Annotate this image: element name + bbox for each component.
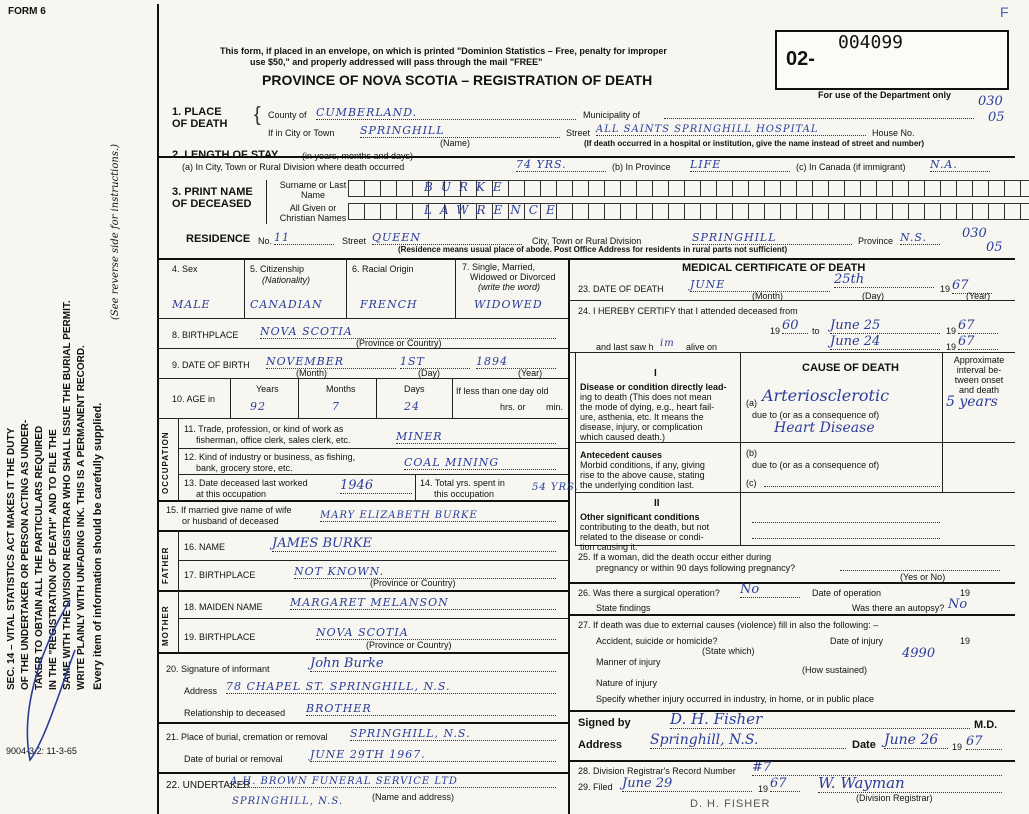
stay-b-value: LIFE xyxy=(690,158,790,172)
q14-answer: 54 YRS. xyxy=(532,482,579,493)
death-year-hint: (Year) xyxy=(966,291,991,301)
sidebar-line-8: (See reverse side for instructions.) xyxy=(110,143,121,320)
q16-label: 16. NAME xyxy=(184,542,226,552)
footer-code: 9004-3.2: 11-3-65 xyxy=(6,746,77,756)
autopsy-value: No xyxy=(948,597,968,612)
autopsy-label: Was there an autopsy? xyxy=(852,603,945,613)
dob-year-hint: (Year) xyxy=(518,368,543,378)
citizenship-label: 5. Citizenship xyxy=(250,264,305,274)
approx-3: tween onset xyxy=(954,375,1004,385)
corner-mark: F xyxy=(1000,4,1009,20)
state-which-hint: (State which) xyxy=(702,646,755,656)
years-label: Years xyxy=(256,384,279,394)
dept-code-2: 05 xyxy=(988,110,1005,125)
to-label: to xyxy=(812,326,820,336)
q29-label: 29. Filed xyxy=(578,782,613,792)
relation-label: Relationship to deceased xyxy=(184,708,286,718)
age-label: 10. AGE in xyxy=(172,394,216,404)
due-to-2: due to (or as a consequence of) xyxy=(752,460,880,470)
stay-c-value: N.A. xyxy=(930,158,990,172)
sidebar-line-2: OF THE UNDERTAKER OR PERSON ACTING AS UNDER- xyxy=(20,419,31,690)
approx-1: Approximate xyxy=(953,355,1005,365)
q14-line-2: this occupation xyxy=(434,489,495,499)
cause-a-2: Heart Disease xyxy=(774,420,875,436)
q15-line-2: or husband of deceased xyxy=(182,516,279,526)
center-divider xyxy=(568,258,570,814)
alive-on-label: alive on xyxy=(686,342,718,352)
q13-line-1: 13. Date deceased last worked xyxy=(184,478,308,488)
citizenship-value: CANADIAN xyxy=(250,298,323,311)
dob-day-hint: (Day) xyxy=(418,368,440,378)
dob-month-hint: (Month) xyxy=(296,368,328,378)
burial-place: SPRINGHILL, N.S. xyxy=(350,727,556,741)
to-year-prefix: 19 xyxy=(946,326,957,336)
burial-date: JUNE 29TH 1967. xyxy=(310,748,556,762)
sex-value: MALE xyxy=(172,298,211,311)
direct-line-5: disease, injury, or complication xyxy=(580,422,703,432)
municipality-value xyxy=(664,118,974,119)
months-value: 7 xyxy=(332,400,340,413)
place-label: PLACE OF DEATH xyxy=(172,106,228,130)
cert-address-label: Address xyxy=(578,739,623,751)
last-seen-mark: im xyxy=(660,338,675,349)
antecedent-4: the underlying condition last. xyxy=(580,480,695,490)
to-date: June 25 xyxy=(830,318,940,334)
direct-line-6: which caused death.) xyxy=(580,432,666,442)
days-label: Days xyxy=(404,384,425,394)
form-left-border xyxy=(157,4,159,814)
filed-year-prefix: 19 xyxy=(758,784,769,794)
sidebar-line-4: IN THE "REGISTRATION OF DEATH" AND TO FILE THE xyxy=(48,429,59,690)
residence-no: 11 xyxy=(274,231,334,245)
direct-line-2: ing to death (This does not mean xyxy=(580,392,712,402)
municipality-label: Municipality of xyxy=(583,110,641,120)
sidebar-line-3: TAKER TO OBTAIN ALL THE PARTICULARS REQUIRED xyxy=(34,425,45,690)
q11-line-1: 11. Trade, profession, or kind of work as xyxy=(184,424,344,434)
cause-b-label: (b) xyxy=(746,448,757,458)
name-label: PRINT NAME OF DECEASED xyxy=(172,186,253,210)
stay-hint: (in years, months and days) xyxy=(302,151,414,161)
record-number: #7 xyxy=(752,760,1002,776)
death-year: 67 xyxy=(952,278,992,294)
informant-address: 78 CHAPEL ST. SPRINGHILL, N.S. xyxy=(226,680,556,694)
residence-street-label: Street xyxy=(342,236,367,246)
city-value: SPRINGHILL xyxy=(360,124,560,138)
less-day-2: hrs. or xyxy=(500,402,526,412)
q13-line-2: at this occupation xyxy=(196,489,267,499)
residence-city: SPRINGHILL xyxy=(692,231,852,245)
signed-label: Signed by xyxy=(578,717,631,729)
q24-label: 24. I HEREBY CERTIFY that I attended deceased from xyxy=(578,306,798,316)
sex-label: 4. Sex xyxy=(172,264,198,274)
sidebar-line-5: SAME WITH THE DIVISION REGISTRAR WHO SHALL ISSUE THE BURIAL PERMIT. xyxy=(62,300,73,690)
direct-line-4: ure, asthenia, etc. It means the xyxy=(580,412,704,422)
roman-one: I xyxy=(654,368,657,379)
house-label: House No. xyxy=(872,128,915,138)
reg-number: 004099 xyxy=(838,32,904,53)
q19-label: 19. BIRTHPLACE xyxy=(184,632,256,642)
months-label: Months xyxy=(326,384,356,394)
from-prefix: 19 xyxy=(770,326,781,336)
dob-label: 9. DATE OF BIRTH xyxy=(172,360,250,370)
direct-line-3: the mode of dying, e.g., heart fail- xyxy=(580,402,715,412)
cause-heading: CAUSE OF DEATH xyxy=(802,362,899,374)
approx-4: and death xyxy=(958,385,1000,395)
op-date-label: Date of operation xyxy=(812,588,882,598)
manner-label: Manner of injury xyxy=(596,657,661,667)
county-value: CUMBERLAND. xyxy=(316,106,576,120)
direct-line-1: Disease or condition directly lead- xyxy=(580,382,727,392)
q12-answer: COAL MINING xyxy=(404,456,556,470)
alive-year-prefix: 19 xyxy=(946,342,957,352)
q17-hint: (Province or Country) xyxy=(370,578,456,588)
cert-date-label: Date xyxy=(852,739,876,751)
marital-label-3: (write the word) xyxy=(478,282,541,292)
informant-address-label: Address xyxy=(184,686,218,696)
q25-line-2: pregnancy or within 90 days following pregnancy? xyxy=(596,563,796,573)
q26-label: 26. Was there a surgical operation? xyxy=(578,588,720,598)
injury-date-label: Date of injury xyxy=(830,636,884,646)
sidebar-line-7: Every item of information should be carefully supplied. xyxy=(92,402,104,690)
q11-line-2: fisherman, office clerk, sales clerk, etc. xyxy=(196,435,351,445)
cert-date: June 26 xyxy=(884,732,948,749)
death-day-hint: (Day) xyxy=(862,291,884,301)
marital-label-1: 7. Single, Married, xyxy=(462,262,536,272)
residence-code-1: 030 xyxy=(962,226,987,241)
from-year: 60 xyxy=(782,318,808,334)
q21-line-2: Date of burial or removal xyxy=(184,754,283,764)
cause-a: Arteriosclerotic xyxy=(762,386,890,405)
residence-city-label: City, Town or Rural Division xyxy=(532,236,642,246)
undertaker-city: SPRINGHILL, N.S. xyxy=(232,796,344,807)
doctor-stamp: D. H. FISHER xyxy=(690,798,771,810)
days-value: 24 xyxy=(404,400,420,413)
medical-heading: MEDICAL CERTIFICATE OF DEATH xyxy=(682,262,866,274)
birthplace-label: 8. BIRTHPLACE xyxy=(172,330,239,340)
citizenship-hint: (Nationality) xyxy=(262,275,311,285)
surname-value: BURKE xyxy=(424,180,510,194)
injury-year-prefix: 19 xyxy=(960,636,971,646)
other-1: Other significant conditions xyxy=(580,512,700,522)
residence-code-2: 05 xyxy=(986,240,1003,255)
residence-note: (Residence means usual place of abode. Post Office Address for residents in rural parts not sufficient) xyxy=(398,245,788,254)
interval-a: 5 years xyxy=(946,394,998,410)
cert-address: Springhill, N.S. xyxy=(650,732,846,749)
q25-line-1: 25. If a woman, did the death occur either during xyxy=(578,552,772,562)
q18-answer: MARGARET MELANSON xyxy=(290,596,556,610)
street-value: ALL SAINTS SPRINGHILL HOSPITAL xyxy=(596,124,866,136)
surname-label: Surname or Last Name xyxy=(279,180,347,200)
other-4: tion causing it. xyxy=(580,542,638,552)
q15-line-1: 15. If married give name of wife xyxy=(166,505,292,515)
residence-no-label: No. xyxy=(258,236,273,246)
q11-answer: MINER xyxy=(396,430,556,444)
surgical-value: No xyxy=(740,582,800,598)
marital-label-2: Widowed or Divorced xyxy=(470,272,556,282)
mother-vertical: MOTHER xyxy=(161,605,170,646)
mail-notice-1: This form, if placed in an envelope, on which is printed "Dominion Statistics – Free, penalty for improper xyxy=(220,46,667,56)
other-2: contributing to the death, but not xyxy=(580,522,710,532)
street-label: Street xyxy=(566,128,591,138)
q27-label: 27. If death was due to external causes (violence) fill in also the following: – xyxy=(578,620,879,630)
antecedent-2: Morbid conditions, if any, giving xyxy=(580,460,705,470)
q21-line-1: 21. Place of burial, cremation or removal xyxy=(166,732,328,742)
name-num: 3. xyxy=(172,186,182,198)
given-label: All Given or Christian Names xyxy=(279,203,347,223)
q13-answer: 1946 xyxy=(340,478,412,494)
name-hint: (Name) xyxy=(440,138,471,148)
cert-year-prefix: 19 xyxy=(952,742,963,752)
racial-label: 6. Racial Origin xyxy=(352,264,414,274)
city-label: If in City or Town xyxy=(268,128,335,138)
birthplace-value: NOVA SCOTIA xyxy=(260,325,556,339)
state-findings: State findings xyxy=(596,603,651,613)
due-to-1: due to (or as a consequence of) xyxy=(752,410,880,420)
stay-a-value: 74 YRS. xyxy=(516,158,606,172)
stay-b-label: (b) In Province xyxy=(612,162,671,172)
sidebar-line-1: SEC. 14 – VITAL STATISTICS ACT MAKES IT THE DUTY xyxy=(6,427,17,690)
registrar-signature: W. Wayman xyxy=(818,774,1002,793)
yes-no-hint: (Yes or No) xyxy=(900,572,946,582)
form-number: FORM 6 xyxy=(8,6,46,17)
sidebar-line-6: WRITE PLAINLY WITH UNFADING INK. THIS IS A PERMANENT RECORD. xyxy=(76,345,87,690)
q17-label: 17. BIRTHPLACE xyxy=(184,570,256,580)
op-year-prefix: 19 xyxy=(960,588,971,598)
cause-a-label: (a) xyxy=(746,398,757,408)
q16-answer: JAMES BURKE xyxy=(272,536,556,552)
signed-value: D. H. Fisher xyxy=(670,710,970,729)
how-sustained-hint: (How sustained) xyxy=(802,665,868,675)
hospital-note: (If death occurred in a hospital or institution, give the name instead of street and number) xyxy=(584,139,925,148)
cert-year: 67 xyxy=(966,734,1002,750)
reg-prefix: 02- xyxy=(786,48,815,70)
dept-use: For use of the Department only xyxy=(818,90,952,100)
q28-label: 28. Division Registrar's Record Number xyxy=(578,766,736,776)
q14-line-1: 14. Total yrs. spent in xyxy=(420,478,505,488)
residence-street: QUEEN xyxy=(372,231,522,245)
less-day-3: min. xyxy=(546,402,564,412)
q20-label: 20. Signature of informant xyxy=(166,664,270,674)
q18-label: 18. MAIDEN NAME xyxy=(184,602,263,612)
relation-value: BROTHER xyxy=(306,702,556,716)
roman-two: II xyxy=(654,498,660,509)
rule-after-residence xyxy=(157,258,1015,260)
filed-year: 67 xyxy=(770,776,800,792)
filed-date: June 29 xyxy=(622,776,752,792)
years-value: 92 xyxy=(250,400,266,413)
mail-notice-2: use $50," and properly addressed will pass through the mail "FREE" xyxy=(250,57,543,67)
approx-2: interval be- xyxy=(956,365,1002,375)
antecedent-3: rise to the above cause, stating xyxy=(580,470,705,480)
father-vertical: FATHER xyxy=(161,546,170,584)
alive-date: June 24 xyxy=(830,334,940,350)
stamp-code: 4990 xyxy=(902,646,936,661)
residence-province: N.S. xyxy=(900,231,940,245)
q12-line-1: 12. Kind of industry or business, as fishing, xyxy=(184,452,356,462)
birthplace-hint: (Province or Country) xyxy=(356,338,442,348)
death-year-prefix: 19 xyxy=(940,284,951,294)
stay-c-label: (c) In Canada (if immigrant) xyxy=(796,162,906,172)
other-3: related to the disease or condi- xyxy=(580,532,704,542)
q23-label: 23. DATE OF DEATH xyxy=(578,284,664,294)
dob-month: NOVEMBER xyxy=(266,355,396,369)
dept-code-1: 030 xyxy=(978,94,1003,109)
residence-label: RESIDENCE xyxy=(186,233,251,245)
death-day: 25th xyxy=(834,272,934,288)
q19-hint: (Province or Country) xyxy=(366,640,452,650)
nature-label: Nature of injury xyxy=(596,678,658,688)
accident-label: Accident, suicide or homicide? xyxy=(596,636,718,646)
q19-answer: NOVA SCOTIA xyxy=(316,626,556,640)
registrar-hint: (Division Registrar) xyxy=(856,793,933,803)
antecedent-1: Antecedent causes xyxy=(580,450,663,460)
death-month: JUNE xyxy=(690,278,830,292)
q12-line-2: bank, grocery store, etc. xyxy=(196,463,293,473)
informant-signature: John Burke xyxy=(310,656,556,672)
pen-stroke xyxy=(0,590,120,814)
racial-value: FRENCH xyxy=(360,298,418,311)
alive-year: 67 xyxy=(958,334,998,350)
occupation-vertical: OCCUPATION xyxy=(161,431,170,494)
death-month-hint: (Month) xyxy=(752,291,784,301)
residence-province-label: Province xyxy=(858,236,894,246)
stay-a-label: (a) In City, Town or Rural Division where death occurred xyxy=(182,162,405,172)
to-year: 67 xyxy=(958,318,998,334)
last-seen-label: and last saw h xyxy=(596,342,654,352)
undertaker-name: A.H. BROWN FUNERAL SERVICE LTD xyxy=(230,776,556,788)
dob-year: 1894 xyxy=(476,355,556,369)
md-label: M.D. xyxy=(974,719,998,731)
q17-answer: NOT KNOWN. xyxy=(294,565,556,579)
q15-answer: MARY ELIZABETH BURKE xyxy=(320,510,556,522)
place-num: 1. xyxy=(172,106,182,118)
stay-label: 2. LENGTH OF STAY xyxy=(172,149,279,161)
specify-label: Specify whether injury occurred in industry, in home, or in public place xyxy=(596,694,874,704)
q22-label: 22. UNDERTAKER xyxy=(166,780,251,791)
form-title: PROVINCE OF NOVA SCOTIA – REGISTRATION OF DEATH xyxy=(262,72,653,88)
marital-value: WIDOWED xyxy=(474,298,543,311)
dob-day: 1ST xyxy=(400,355,470,369)
county-label: County of xyxy=(268,110,307,120)
cause-c-label: (c) xyxy=(746,478,757,488)
less-day-1: If less than one day old xyxy=(456,386,549,396)
given-value: LAWRENCE xyxy=(424,203,563,217)
undertaker-hint: (Name and address) xyxy=(372,792,455,802)
